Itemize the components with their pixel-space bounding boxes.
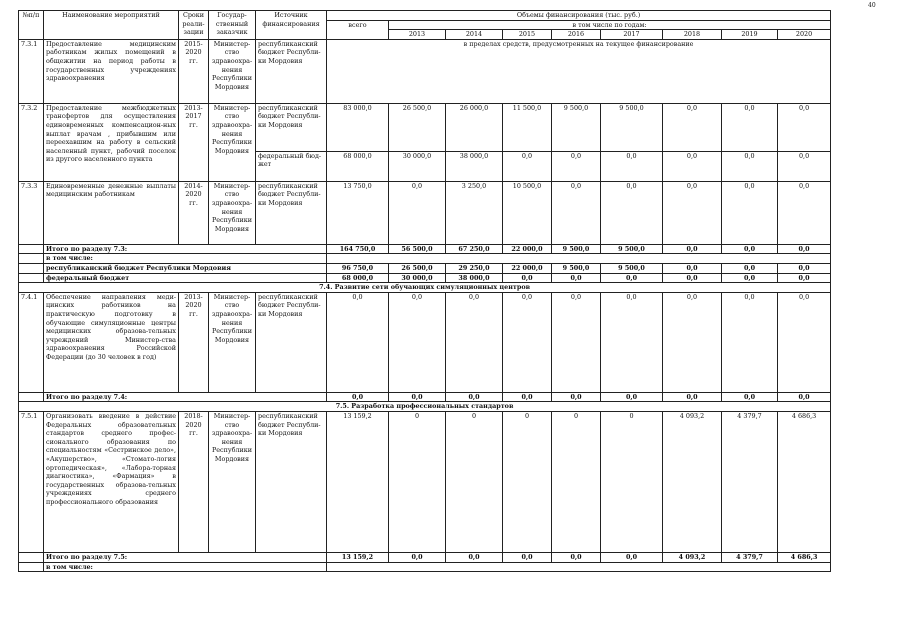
value-cell: 0,0 bbox=[663, 392, 722, 402]
value-cell: 0,0 bbox=[778, 292, 831, 392]
row-num: 7.4.1 bbox=[19, 292, 44, 392]
value-cell: 4 379,7 bbox=[722, 411, 778, 552]
section-heading: 7.5. Разработка профессиональных стандартов bbox=[19, 402, 831, 412]
row-name: Единовременные денежные выплаты медицинским работникам bbox=[44, 181, 179, 244]
header-term: Сроки реали-зации bbox=[179, 11, 209, 40]
value-cell: 0 bbox=[552, 411, 601, 552]
table-row bbox=[19, 181, 831, 244]
row-source: республиканский бюджет Республи-ки Мордовия bbox=[256, 103, 327, 151]
header-year: 2016 bbox=[552, 30, 601, 40]
value-cell: 13 750,0 bbox=[327, 181, 389, 244]
empty-cell bbox=[327, 562, 831, 572]
section-heading-row bbox=[19, 402, 831, 412]
value-cell: 0,0 bbox=[722, 181, 778, 244]
value-cell: 0,0 bbox=[389, 181, 446, 244]
including-label: в том числе: bbox=[44, 254, 327, 264]
value-cell: 0,0 bbox=[446, 552, 503, 562]
header-year: 2017 bbox=[601, 30, 663, 40]
total-label: Итого по разделу 7.4: bbox=[44, 392, 327, 402]
value-cell: 3 250,0 bbox=[446, 181, 503, 244]
empty-cell bbox=[19, 273, 44, 283]
value-cell: 0,0 bbox=[327, 392, 389, 402]
row-name: Организовать введение в действие Федеральных образовательных стандартов среднего профес-сионального образования по специальностям «Сестринское дело», «Акушерство», «Стомато-логия ортопедическая», «Лабора-торная диагностика», «Фармация» в государственных образова-тельных учреждениях среднего профессионального образования bbox=[44, 411, 179, 552]
row-note: в пределах средств, предусмотренных на текущее финансирование bbox=[327, 39, 831, 103]
total-row bbox=[19, 263, 831, 273]
value-cell: 0,0 bbox=[446, 392, 503, 402]
row-source: федеральный бюд-жет bbox=[256, 151, 327, 181]
value-cell: 0,0 bbox=[663, 244, 722, 254]
value-cell: 0,0 bbox=[722, 292, 778, 392]
value-cell: 0,0 bbox=[552, 151, 601, 181]
value-cell: 0,0 bbox=[552, 392, 601, 402]
value-cell: 0,0 bbox=[552, 292, 601, 392]
value-cell: 29 250,0 bbox=[446, 263, 503, 273]
value-cell: 4 093,2 bbox=[663, 411, 722, 552]
value-cell: 30 000,0 bbox=[389, 273, 446, 283]
value-cell: 38 000,0 bbox=[446, 151, 503, 181]
header-year: 2019 bbox=[722, 30, 778, 40]
value-cell: 0,0 bbox=[778, 392, 831, 402]
value-cell: 0,0 bbox=[778, 151, 831, 181]
row-num: 7.3.2 bbox=[19, 103, 44, 181]
row-customer: Министер-ство здравоохра-нения Республики Мордовия bbox=[209, 103, 256, 181]
table-row bbox=[19, 292, 831, 392]
row-term: 2018-2020 гг. bbox=[179, 411, 209, 552]
including-label: в том числе: bbox=[44, 562, 327, 572]
header-year: 2020 bbox=[778, 30, 831, 40]
value-cell: 11 500,0 bbox=[503, 103, 552, 151]
page-number: 40 bbox=[868, 2, 876, 9]
empty-cell bbox=[19, 552, 44, 562]
row-term: 2015-2020 гг. bbox=[179, 39, 209, 103]
subheading-row bbox=[19, 562, 831, 572]
value-cell: 9 500,0 bbox=[552, 244, 601, 254]
value-cell: 0,0 bbox=[722, 263, 778, 273]
value-cell: 9 500,0 bbox=[601, 103, 663, 151]
value-cell: 26 000,0 bbox=[446, 103, 503, 151]
section-heading: 7.4. Развитие сети обучающих симуляционных центров bbox=[19, 283, 831, 293]
value-cell: 0,0 bbox=[722, 392, 778, 402]
value-cell: 0,0 bbox=[552, 552, 601, 562]
subheading-row bbox=[19, 254, 831, 264]
value-cell: 26 500,0 bbox=[389, 263, 446, 273]
value-cell: 0,0 bbox=[446, 292, 503, 392]
value-cell: 0,0 bbox=[601, 392, 663, 402]
value-cell: 83 000,0 bbox=[327, 103, 389, 151]
row-term: 2013-2020 гг. bbox=[179, 292, 209, 392]
value-cell: 0,0 bbox=[389, 292, 446, 392]
row-customer: Министер-ство здравоохра-нения Республики Мордовия bbox=[209, 292, 256, 392]
row-customer: Министер-ство здравоохра-нения Республики Мордовия bbox=[209, 411, 256, 552]
row-term: 2013-2017 гг. bbox=[179, 103, 209, 181]
value-cell: 0,0 bbox=[601, 273, 663, 283]
value-cell: 56 500,0 bbox=[389, 244, 446, 254]
value-cell: 9 500,0 bbox=[601, 263, 663, 273]
value-cell: 0 bbox=[389, 411, 446, 552]
empty-cell bbox=[19, 263, 44, 273]
total-row bbox=[19, 392, 831, 402]
value-cell: 10 500,0 bbox=[503, 181, 552, 244]
value-cell: 0,0 bbox=[389, 552, 446, 562]
value-cell: 96 750,0 bbox=[327, 263, 389, 273]
row-num: 7.3.1 bbox=[19, 39, 44, 103]
value-cell: 22 000,0 bbox=[503, 244, 552, 254]
row-customer: Министер-ство здравоохра-нения Республики Мордовия bbox=[209, 181, 256, 244]
header-source: Источник финансирования bbox=[256, 11, 327, 40]
row-num: 7.5.1 bbox=[19, 411, 44, 552]
total-label: федеральный бюджет bbox=[44, 273, 327, 283]
header-by-years: в том числе по годам: bbox=[389, 20, 831, 30]
value-cell: 0,0 bbox=[778, 263, 831, 273]
row-source: республиканский бюджет Республи-ки Мордовия bbox=[256, 39, 327, 103]
header-name: Наименование мероприятий bbox=[44, 11, 179, 40]
row-num: 7.3.3 bbox=[19, 181, 44, 244]
header-total: всего bbox=[327, 20, 389, 39]
value-cell: 0,0 bbox=[503, 392, 552, 402]
value-cell: 0,0 bbox=[663, 292, 722, 392]
total-row bbox=[19, 244, 831, 254]
value-cell: 67 250,0 bbox=[446, 244, 503, 254]
value-cell: 0,0 bbox=[503, 151, 552, 181]
value-cell: 9 500,0 bbox=[552, 103, 601, 151]
header-num: №п/п bbox=[19, 11, 44, 40]
value-cell: 0,0 bbox=[722, 273, 778, 283]
value-cell: 0,0 bbox=[722, 103, 778, 151]
value-cell: 164 750,0 bbox=[327, 244, 389, 254]
value-cell: 0,0 bbox=[552, 181, 601, 244]
value-cell: 0,0 bbox=[778, 273, 831, 283]
header-year: 2015 bbox=[503, 30, 552, 40]
value-cell: 0 bbox=[601, 411, 663, 552]
value-cell: 0 bbox=[503, 411, 552, 552]
header-year: 2018 bbox=[663, 30, 722, 40]
value-cell: 0,0 bbox=[503, 273, 552, 283]
value-cell: 0,0 bbox=[663, 273, 722, 283]
value-cell: 0 bbox=[446, 411, 503, 552]
empty-cell bbox=[19, 254, 44, 264]
value-cell: 0,0 bbox=[778, 181, 831, 244]
row-name: Предоставление медицинским работникам жилых помещений в общежитии на период работы в государственных учреждениях здравоохранения bbox=[44, 39, 179, 103]
value-cell: 0,0 bbox=[601, 181, 663, 244]
header-row bbox=[19, 11, 831, 21]
value-cell: 22 000,0 bbox=[503, 263, 552, 273]
value-cell: 0,0 bbox=[601, 292, 663, 392]
value-cell: 0,0 bbox=[601, 151, 663, 181]
value-cell: 68 000,0 bbox=[327, 273, 389, 283]
table-row bbox=[19, 39, 831, 103]
total-label: Итого по разделу 7.5: bbox=[44, 552, 327, 562]
value-cell: 0,0 bbox=[389, 392, 446, 402]
value-cell: 26 500,0 bbox=[389, 103, 446, 151]
value-cell: 9 500,0 bbox=[552, 263, 601, 273]
row-source: республиканский бюджет Республи-ки Мордовия bbox=[256, 411, 327, 552]
value-cell: 4 686,3 bbox=[778, 411, 831, 552]
value-cell: 0,0 bbox=[503, 292, 552, 392]
empty-cell bbox=[19, 244, 44, 254]
value-cell: 68 000,0 bbox=[327, 151, 389, 181]
header-year: 2013 bbox=[389, 30, 446, 40]
value-cell: 0,0 bbox=[778, 103, 831, 151]
row-source: республиканский бюджет Республи-ки Мордовия bbox=[256, 292, 327, 392]
header-customer: Государ-ственный заказчик bbox=[209, 11, 256, 40]
header-volumes: Объемы финансирования (тыс. руб.) bbox=[327, 11, 831, 21]
value-cell: 38 000,0 bbox=[446, 273, 503, 283]
value-cell: 4 686,3 bbox=[778, 552, 831, 562]
total-row bbox=[19, 273, 831, 283]
value-cell: 0,0 bbox=[503, 552, 552, 562]
empty-cell bbox=[19, 562, 44, 572]
value-cell: 0,0 bbox=[663, 151, 722, 181]
total-label: республиканский бюджет Республики Мордовия bbox=[44, 263, 327, 273]
value-cell: 13 159,2 bbox=[327, 552, 389, 562]
value-cell: 0,0 bbox=[722, 244, 778, 254]
total-row bbox=[19, 552, 831, 562]
table-row bbox=[19, 411, 831, 552]
total-label: Итого по разделу 7.3: bbox=[44, 244, 327, 254]
value-cell: 9 500,0 bbox=[601, 244, 663, 254]
value-cell: 4 379,7 bbox=[722, 552, 778, 562]
empty-cell bbox=[19, 392, 44, 402]
section-heading-row bbox=[19, 283, 831, 293]
value-cell: 0,0 bbox=[778, 244, 831, 254]
value-cell: 0,0 bbox=[552, 273, 601, 283]
value-cell: 0,0 bbox=[663, 181, 722, 244]
value-cell: 0,0 bbox=[663, 103, 722, 151]
header-year: 2014 bbox=[446, 30, 503, 40]
table-row bbox=[19, 103, 831, 151]
row-name: Предоставление межбюджетных трансфертов для осуществления единовременных компенсацион-ных выплат врачам , прибывшим или переехавшим на работу в сельский населенный пункт, рабочий поселок из другого населенного пункта bbox=[44, 103, 179, 181]
row-term: 2014-2020 гг. bbox=[179, 181, 209, 244]
row-name: Обеспечение направления меди-цинских работников на практическую подготовку в обучающие симуляционные центры медицинских образова-тельных учреждений Министер-ства здравоохранения Российской Федерации (до 30 человек в год) bbox=[44, 292, 179, 392]
value-cell: 4 093,2 bbox=[663, 552, 722, 562]
value-cell: 0,0 bbox=[601, 552, 663, 562]
financing-table bbox=[18, 10, 831, 572]
row-source: республиканский бюджет Республи-ки Мордовия bbox=[256, 181, 327, 244]
value-cell: 0,0 bbox=[327, 292, 389, 392]
value-cell: 0,0 bbox=[722, 151, 778, 181]
value-cell: 30 000,0 bbox=[389, 151, 446, 181]
row-customer: Министер-ство здравоохра-нения Республики Мордовия bbox=[209, 39, 256, 103]
value-cell: 0,0 bbox=[663, 263, 722, 273]
value-cell: 13 159,2 bbox=[327, 411, 389, 552]
empty-cell bbox=[327, 254, 831, 264]
